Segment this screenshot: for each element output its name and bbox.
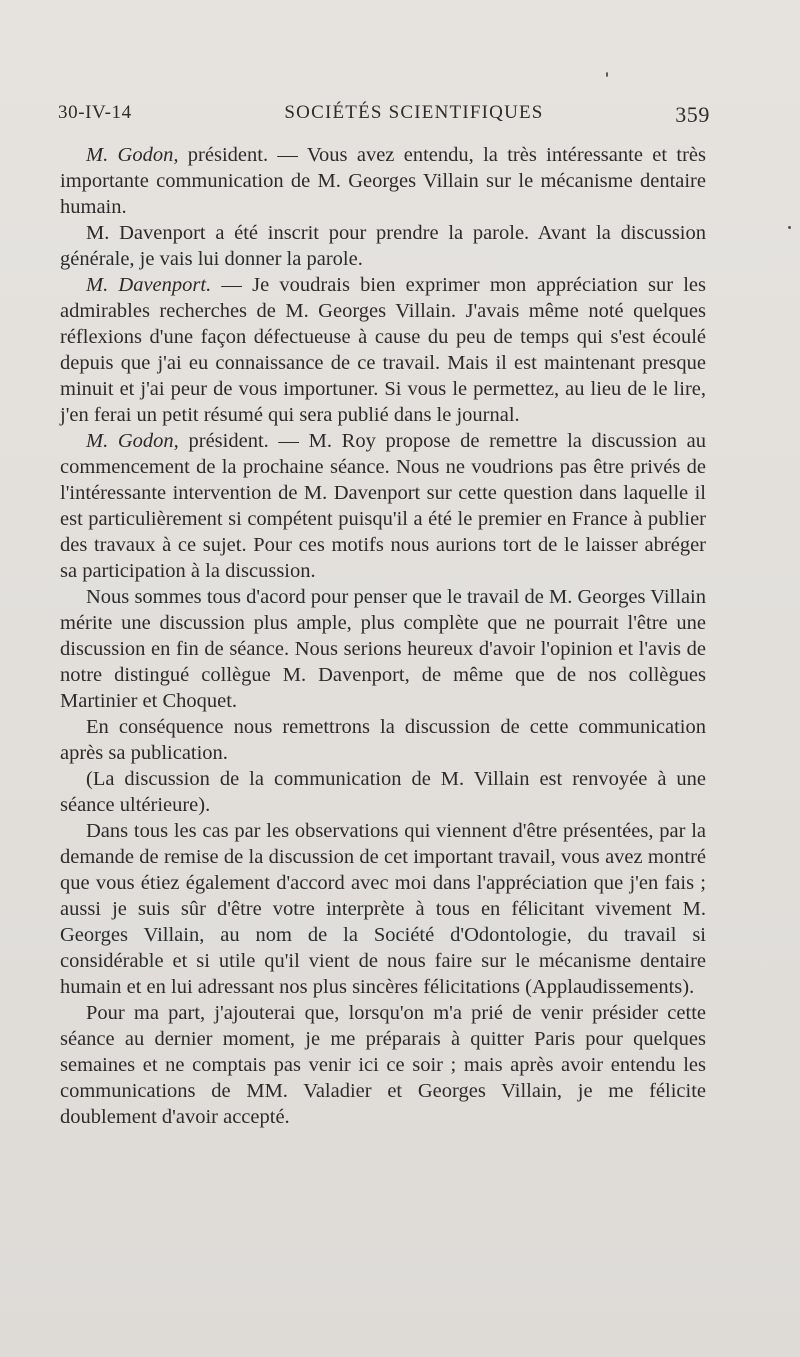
paragraph-text: (La discussion de la communication de M. Villain est renvoyée à une séance ultérieure). bbox=[60, 768, 706, 816]
paragraph bbox=[60, 428, 706, 584]
paragraph-text: président. — Vous avez entendu, la très intéressante et très importante communication de M. Georges Villain sur le mécanisme dentaire humain. bbox=[60, 144, 706, 218]
paragraph bbox=[60, 584, 706, 714]
paragraph bbox=[60, 142, 706, 220]
paragraph bbox=[60, 220, 706, 272]
speaker-name: M. Godon, bbox=[86, 430, 179, 452]
speaker-name: M. Davenport. bbox=[86, 274, 212, 296]
paragraph bbox=[60, 272, 706, 428]
speaker-name: M. Godon, bbox=[86, 144, 179, 166]
paragraph-text: Dans tous les cas par les observations qui viennent d'être présentées, par la demande de remise de la discussion de cet important travail, vous avez montré que vous étiez également d'accord avec moi dans l'appréciation que j'en fais ; aussi je suis sûr d'être votre interprète à tous en félicitant vivement M. Georges Villain, au nom de la Société d'Odontologie, du travail si considérable et si utile qu'il vient de nous faire sur le mécanisme dentaire humain et en lui adressant nos plus sincères félicitations (Applaudissements). bbox=[60, 820, 706, 998]
paragraph bbox=[60, 714, 706, 766]
page-body bbox=[60, 142, 706, 1130]
page-number: 359 bbox=[675, 102, 710, 127]
header-title: SOCIÉTÉS SCIENTIFIQUES bbox=[284, 102, 544, 123]
paper-speck bbox=[788, 226, 791, 229]
paragraph-text: président. — M. Roy propose de remettre la discussion au commencement de la prochaine séance. Nous ne voudrions pas être privés de l'intéressante intervention de M. Davenport sur cette question dans laquelle il est particulièrement si compétent puisqu'il a été le premier en France à publier des travaux à ce sujet. Pour ces motifs nous aurions tort de le laisser abréger sa participation à la discussion. bbox=[60, 430, 706, 582]
paragraph-text: — Je voudrais bien exprimer mon appréciation sur les admirables recherches de M. Georges Villain. J'avais même noté quelques réflexions d'une façon défectueuse à cause du peu de temps qui s'est écoulé depuis que j'ai eu connaissance de ce travail. Mais il est maintenant presque minuit et j'ai peur de vous importuner. Si vous le permettez, au lieu de le lire, j'en ferai un petit résumé qui sera publié dans le journal. bbox=[60, 274, 706, 426]
paragraph-text: En conséquence nous remettrons la discussion de cette communication après sa publication. bbox=[60, 716, 706, 764]
paragraph-text: Pour ma part, j'ajouterai que, lorsqu'on m'a prié de venir présider cette séance au dernier moment, je me préparais à quitter Paris pour quelques semaines et ne comptais pas venir ici ce soir ; mais après avoir entendu les communications de MM. Valadier et Georges Villain, je me félicite doublement d'avoir accepté. bbox=[60, 1002, 706, 1128]
paragraph bbox=[60, 1000, 706, 1130]
paragraph-text: M. Davenport a été inscrit pour prendre la parole. Avant la discussion générale, je vais lui donner la parole. bbox=[60, 222, 706, 270]
paragraph-text: Nous sommes tous d'acord pour penser que le travail de M. Georges Villain mérite une discussion plus ample, plus complète que ne pourrait l'être une discussion en fin de séance. Nous serions heureux d'avoir l'opinion et l'avis de notre distingué collègue M. Davenport, de même que de nos collègues Martinier et Choquet. bbox=[60, 586, 706, 712]
running-header bbox=[58, 102, 710, 130]
paragraph bbox=[60, 818, 706, 1000]
header-date: 30-IV-14 bbox=[58, 102, 132, 123]
paragraph bbox=[60, 766, 706, 818]
paper-speck bbox=[606, 72, 608, 77]
